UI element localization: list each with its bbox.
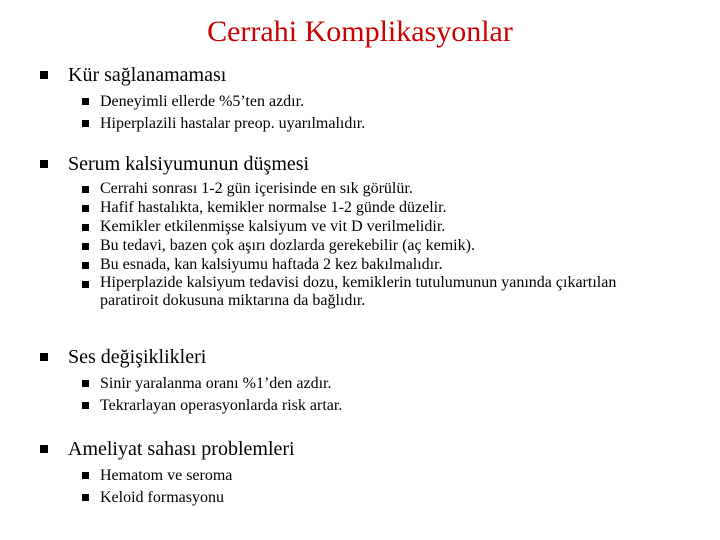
square-bullet-icon xyxy=(82,472,89,479)
list-item-text: Sinir yaralanma oranı %1’den azdır. xyxy=(100,375,332,392)
section-heading-text: Kür sağlanamaması xyxy=(68,64,227,86)
section-heading-text: Ameliyat sahası problemleri xyxy=(68,438,295,460)
list-item xyxy=(82,395,700,417)
list-item-text: Hematom ve seroma xyxy=(100,467,233,484)
list-item xyxy=(82,113,700,135)
list-item xyxy=(82,217,700,236)
list-item-text: Keloid formasyonu xyxy=(100,489,224,506)
sub-list xyxy=(82,179,700,310)
list-item-text: Hiperplazide kalsiyum tedavisi dozu, kemiklerin tutulumunun yanında çıkartılan paratiroit dokusuna miktarına da bağlıdır. xyxy=(100,274,617,309)
section-heading xyxy=(40,437,700,461)
section-ses xyxy=(40,345,700,417)
square-bullet-icon xyxy=(82,494,89,501)
list-item xyxy=(82,487,700,509)
list-item-text: Deneyimli ellerde %5’ten azdır. xyxy=(100,93,305,110)
square-bullet-icon xyxy=(82,186,89,193)
square-bullet-icon xyxy=(82,380,89,387)
list-item xyxy=(82,465,700,487)
square-bullet-icon xyxy=(40,445,48,453)
square-bullet-icon xyxy=(82,402,89,409)
section-heading-text: Serum kalsiyumunun düşmesi xyxy=(68,153,310,175)
sub-list xyxy=(82,373,700,417)
square-bullet-icon xyxy=(82,224,89,231)
list-item-text: Hafif hastalıkta, kemikler normalse 1-2 günde düzelir. xyxy=(100,199,447,216)
square-bullet-icon xyxy=(82,205,89,212)
section-serum-kalsiyum xyxy=(40,152,700,310)
square-bullet-icon xyxy=(82,262,89,269)
square-bullet-icon xyxy=(40,160,48,168)
square-bullet-icon xyxy=(82,281,89,288)
sub-list xyxy=(82,465,700,509)
square-bullet-icon xyxy=(82,243,89,250)
slide-title: Cerrahi Komplikasyonlar xyxy=(207,15,513,48)
list-item xyxy=(82,236,700,255)
section-kur xyxy=(40,63,700,135)
list-item-text: Bu esnada, kan kalsiyumu haftada 2 kez bakılmalıdır. xyxy=(100,256,443,273)
list-item xyxy=(82,274,640,310)
square-bullet-icon xyxy=(82,120,89,127)
section-heading xyxy=(40,345,700,369)
square-bullet-icon xyxy=(40,353,48,361)
list-item-text: Kemikler etkilenmişse kalsiyum ve vit D verilmelidir. xyxy=(100,218,446,235)
list-item xyxy=(82,198,700,217)
section-heading xyxy=(40,152,700,176)
list-item xyxy=(82,91,700,113)
section-ameliyat-sahasi xyxy=(40,437,700,509)
square-bullet-icon xyxy=(82,98,89,105)
list-item-text: Hiperplazili hastalar preop. uyarılmalıdır. xyxy=(100,115,366,132)
sub-list xyxy=(82,91,700,135)
section-heading-text: Ses değişiklikleri xyxy=(68,346,207,368)
list-item-text: Bu tedavi, bazen çok aşırı dozlarda gerekebilir (aç kemik). xyxy=(100,237,475,254)
list-item-text: Tekrarlayan operasyonlarda risk artar. xyxy=(100,397,343,414)
square-bullet-icon xyxy=(40,71,48,79)
list-item xyxy=(82,255,700,274)
section-heading xyxy=(40,63,700,87)
list-item-text: Cerrahi sonrası 1-2 gün içerisinde en sık görülür. xyxy=(100,180,413,197)
list-item xyxy=(82,373,700,395)
list-item xyxy=(82,179,700,198)
